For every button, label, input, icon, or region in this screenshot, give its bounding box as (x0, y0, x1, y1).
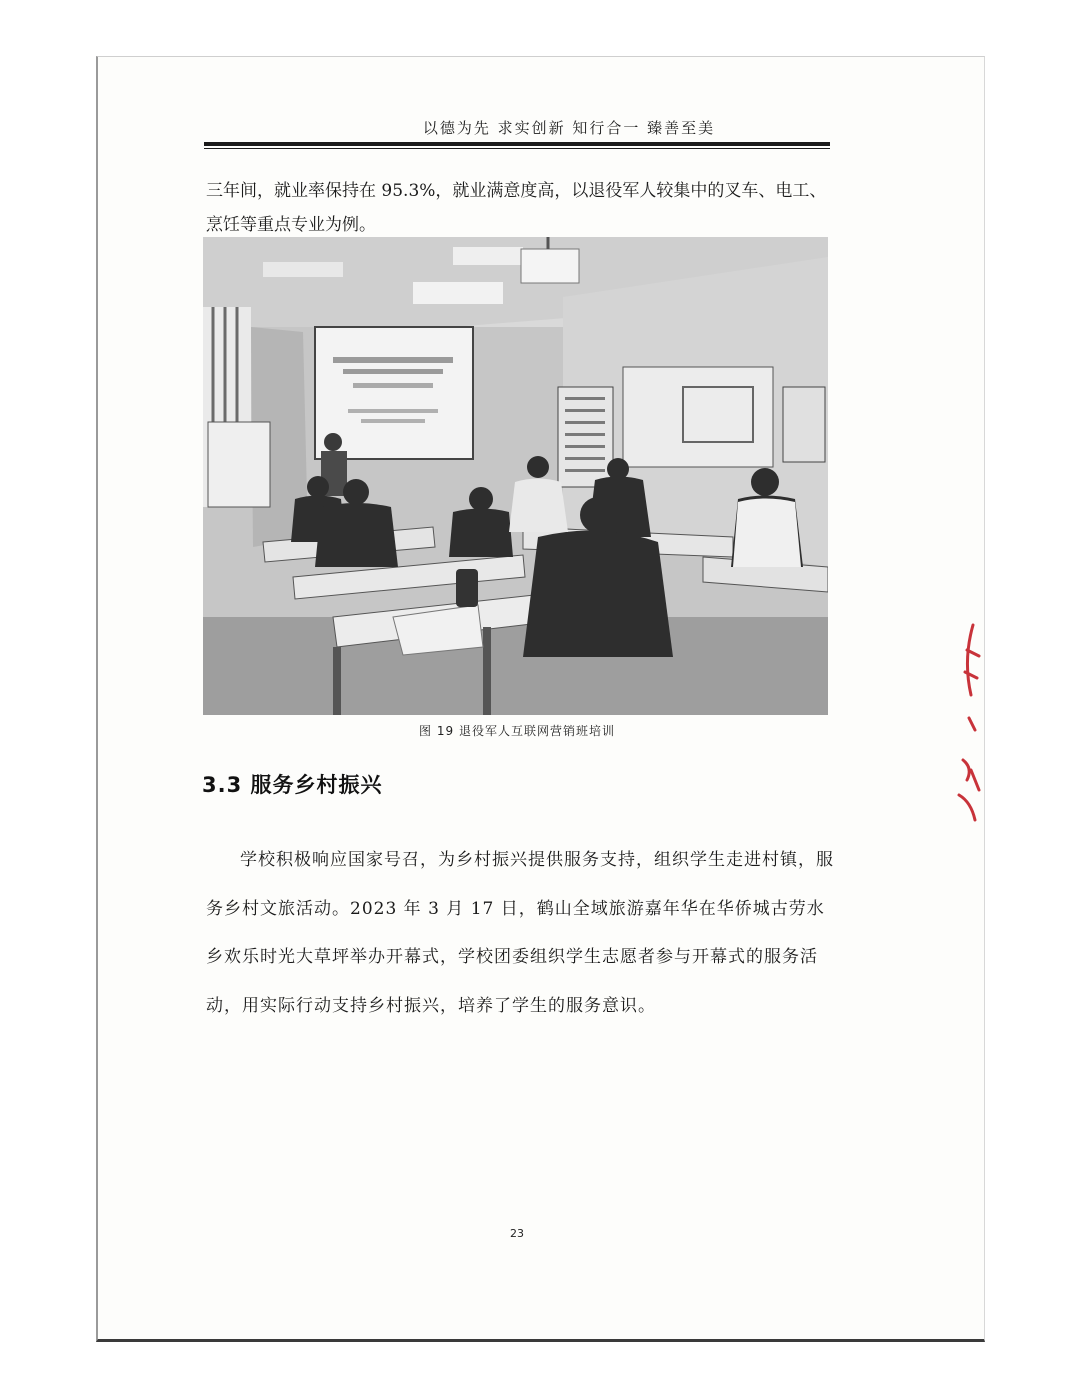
section-heading: 3.3 服务乡村振兴 (202, 773, 383, 797)
document-page (96, 56, 985, 1342)
figure-caption: 图 19 退役军人互联网营销班培训 (419, 724, 615, 738)
section-paragraph: 学校积极响应国家号召，为乡村振兴提供服务支持，组织学生走进村镇，服务乡村文旅活动。2023 年 3 月 17 日，鹤山全域旅游嘉年华在华侨城古劳水乡欢乐时光大草坪举办开幕式，学校团委组织学生志愿者参与开幕式的服务活动，用实际行动支持乡村振兴，培养了学生的服务意识。 (206, 850, 834, 1016)
page-number: 23 (510, 1227, 524, 1240)
intro-paragraph: 三年间，就业率保持在 95.3%，就业满意度高，以退役军人较集中的叉车、电工、烹饪等重点专业为例。 (206, 181, 827, 235)
classroom-training-photo (203, 237, 828, 715)
header-rule-thick (204, 142, 830, 146)
header-rule-thin (204, 148, 830, 149)
red-seal-stamp (945, 620, 985, 840)
header-motto: 以德为先 求实创新 知行合一 臻善至美 (422, 119, 716, 137)
